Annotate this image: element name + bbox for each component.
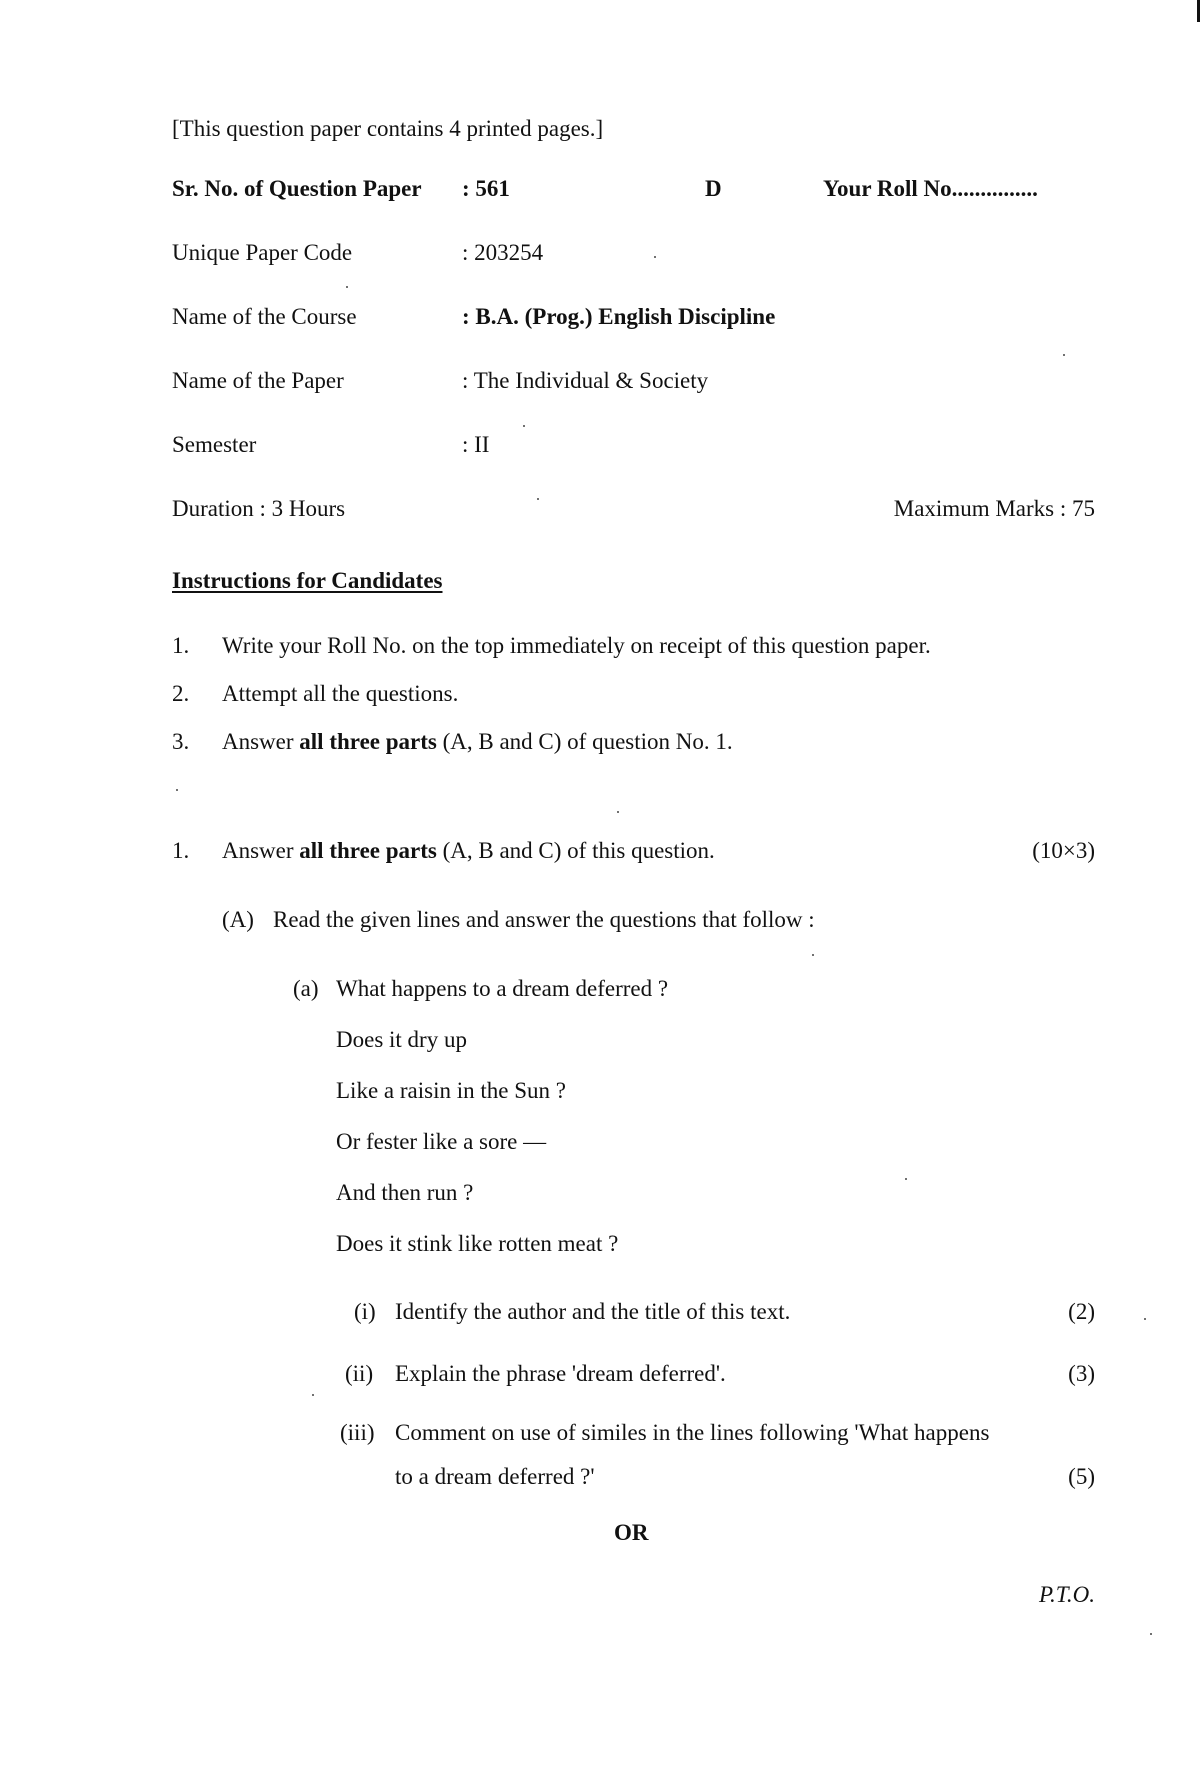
question-iii-text-continued: to a dream deferred ?' [395, 1464, 595, 1489]
question-ii-num: (ii) [345, 1361, 374, 1386]
meta-value-course: : B.A. (Prog.) English Discipline [462, 304, 776, 329]
scan-speck [312, 1394, 314, 1396]
question-i-text: Identify the author and the title of this text. [395, 1299, 791, 1324]
instruction-1-text: Write your Roll No. on the top immediately on receipt of this question paper. [222, 633, 931, 658]
scan-speck [1150, 1633, 1152, 1635]
scan-speck [523, 425, 525, 427]
part-a-text: Read the given lines and answer the questions that follow : [273, 907, 815, 932]
roll-no-field: Your Roll No............... [823, 176, 1038, 201]
question-ii-text: Explain the phrase 'dream deferred'. [395, 1361, 726, 1386]
question-1-num: 1. [172, 838, 190, 863]
question-iii-num: (iii) [340, 1420, 375, 1445]
instruction-3-num: 3. [172, 729, 190, 754]
instruction-2-text: Attempt all the questions. [222, 681, 459, 706]
or-divider: OR [614, 1520, 649, 1545]
meta-value-semester: : II [462, 432, 490, 457]
page-count-note: [This question paper contains 4 printed pages.] [172, 116, 604, 141]
poem-line: Does it dry up [336, 1027, 467, 1052]
question-ii-marks: (3) [1068, 1361, 1095, 1386]
question-iii-text: Comment on use of similes in the lines following 'What happens [395, 1420, 990, 1445]
meta-value-paper: : The Individual & Society [462, 368, 709, 393]
scan-speck [537, 498, 539, 500]
scan-speck [346, 286, 348, 288]
sr-no-value: : 561 [462, 176, 510, 201]
meta-label-paper-code: Unique Paper Code [172, 240, 353, 265]
question-1-text: Answer all three parts (A, B and C) of this question. [222, 838, 715, 863]
scan-speck [812, 954, 814, 956]
meta-value-paper-code: : 203254 [462, 240, 544, 265]
question-i-num: (i) [354, 1299, 376, 1324]
instruction-1-num: 1. [172, 633, 190, 658]
scan-speck [654, 256, 656, 258]
meta-label-semester: Semester [172, 432, 257, 457]
poem-line: Or fester like a sore — [336, 1129, 547, 1154]
set-code: D [705, 176, 722, 201]
poem-line: What happens to a dream deferred ? [336, 976, 669, 1001]
sr-no-label: Sr. No. of Question Paper [172, 176, 422, 201]
pto-marker: P.T.O. [1038, 1582, 1095, 1607]
sub-a-label: (a) [293, 976, 319, 1001]
instruction-2-num: 2. [172, 681, 190, 706]
meta-label-course: Name of the Course [172, 304, 357, 329]
question-1-marks: (10×3) [1032, 838, 1095, 863]
duration: Duration : 3 Hours [172, 496, 346, 521]
scan-speck [1063, 354, 1065, 356]
scan-speck [176, 789, 178, 791]
question-i-marks: (2) [1068, 1299, 1095, 1324]
instruction-3-text: Answer all three parts (A, B and C) of question No. 1. [222, 729, 733, 754]
part-a-label: (A) [222, 907, 254, 932]
scan-speck [905, 1178, 907, 1180]
max-marks: Maximum Marks : 75 [893, 496, 1095, 521]
poem-line: Does it stink like rotten meat ? [336, 1231, 619, 1256]
poem-line: And then run ? [336, 1180, 474, 1205]
scan-speck [1144, 1318, 1146, 1320]
scan-speck [617, 811, 619, 813]
poem-line: Like a raisin in the Sun ? [336, 1078, 566, 1103]
question-iii-marks: (5) [1068, 1464, 1095, 1489]
meta-label-paper: Name of the Paper [172, 368, 344, 393]
instructions-title: Instructions for Candidates [172, 568, 443, 593]
